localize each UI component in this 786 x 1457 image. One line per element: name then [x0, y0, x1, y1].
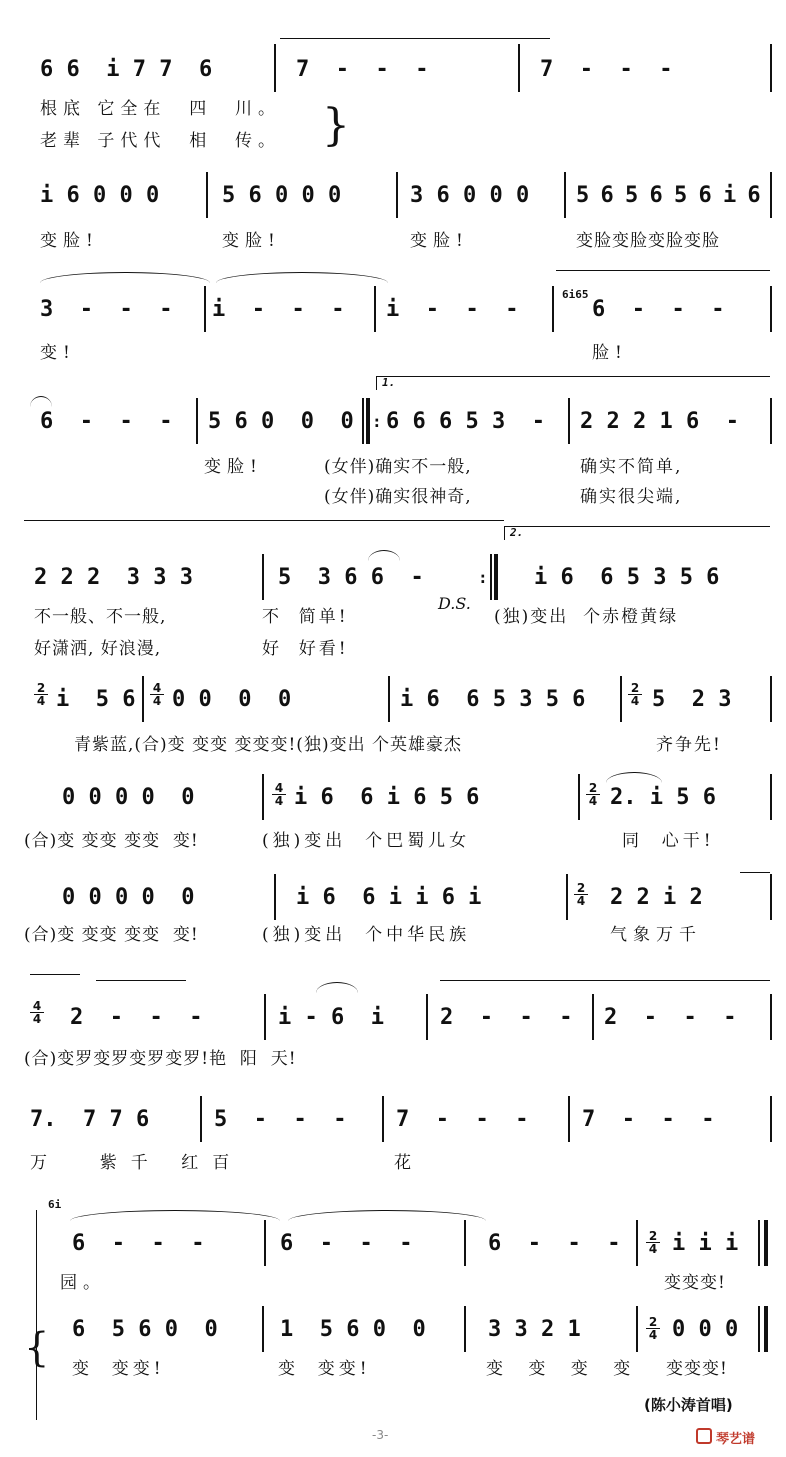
- measure-notes: 0 0 0 0 0: [62, 885, 195, 910]
- notation-row-upper: [0, 1224, 786, 1264]
- lyric: 好潇洒, 好浪漫,: [34, 639, 162, 659]
- time-signature: 4 4: [30, 1000, 44, 1025]
- barline: [264, 1220, 266, 1266]
- lyric: 不 简单!: [262, 607, 349, 627]
- tie-line: [30, 974, 80, 975]
- barline: [770, 286, 772, 332]
- measure-notes: 6 - - -: [40, 409, 173, 434]
- notation-row: [0, 680, 786, 720]
- dal-segno-mark: D.S.: [438, 594, 471, 613]
- repeat-dots: :: [478, 568, 488, 587]
- barline: [518, 44, 520, 92]
- barline: [620, 676, 622, 722]
- barline: [770, 774, 772, 820]
- barline: [464, 1220, 466, 1266]
- lyric: 变变变!: [666, 1359, 728, 1379]
- lyric-row: [0, 1356, 786, 1382]
- lyric-row: [0, 732, 786, 758]
- lyric-row: [0, 96, 786, 122]
- notation-row: [0, 290, 786, 330]
- measure-notes: 6 - - -: [592, 297, 725, 322]
- barline: [388, 676, 390, 722]
- measure-notes: 6 - - -: [280, 1231, 413, 1256]
- measure-notes: 3 3 2 1: [488, 1317, 581, 1342]
- measure-notes: 5 6 0 0 0: [222, 183, 342, 208]
- slur: [316, 982, 358, 993]
- measure-notes: 6 6 6 5 3 -: [386, 409, 545, 434]
- time-signature: 4 4: [272, 782, 286, 807]
- notation-row: [0, 50, 786, 90]
- lyric-row: [0, 454, 786, 480]
- time-signature: 2 4: [586, 782, 600, 807]
- barline: [636, 1220, 638, 1266]
- measure-notes: 6 6 i 7 7 6: [40, 57, 213, 82]
- barline: [262, 774, 264, 820]
- tie-line: [556, 270, 770, 271]
- lyric: 青紫蓝,(合)变 变变 变变变!(独)变出 个英雄豪杰: [74, 735, 462, 755]
- barline: [566, 874, 568, 920]
- lyric-row: [0, 1046, 786, 1072]
- lyric-row: [0, 604, 786, 630]
- barline: [636, 1306, 638, 1352]
- performer-credit: (陈小涛首唱): [644, 1396, 733, 1414]
- time-signature: 2 4: [628, 682, 642, 707]
- volta-label: 1.: [382, 376, 396, 389]
- lyric-row: [0, 128, 786, 154]
- final-barline: [764, 1306, 768, 1352]
- lyric: 变 变 变 变: [486, 1359, 641, 1379]
- lyric: 变 变变!: [278, 1359, 371, 1379]
- lyric: 好 好看!: [262, 639, 349, 659]
- measure-notes: 2 2 2 1 6 -: [580, 409, 739, 434]
- measure-notes: 5 6 0 0 0: [208, 409, 354, 434]
- decrescendo-line: [96, 980, 186, 981]
- tie-line: [280, 38, 550, 39]
- volta-line: [504, 526, 770, 527]
- measure-notes: 2 - - -: [440, 1005, 573, 1030]
- measure-notes: 5 6 5 6 5 6 i 6: [576, 183, 760, 208]
- measure-notes: 6 - - -: [488, 1231, 621, 1256]
- measure-notes: i i i: [672, 1231, 739, 1256]
- lyric-row: [0, 1150, 786, 1176]
- time-signature: 2 4: [646, 1230, 660, 1255]
- measure-notes: 2 2 i 2: [610, 885, 703, 910]
- measure-notes: 1 5 6 0 0: [280, 1317, 426, 1342]
- barline: [426, 994, 428, 1040]
- time-signature: 4 4: [150, 682, 164, 707]
- barline: [464, 1306, 466, 1352]
- barline: [770, 1096, 772, 1142]
- measure-notes: 0 0 0 0 0: [62, 785, 195, 810]
- time-signature: 2 4: [34, 682, 48, 707]
- repeat-dots: :: [372, 412, 382, 431]
- lyric: 万 紫千 红百: [30, 1153, 244, 1173]
- lyric: 园。: [60, 1273, 106, 1293]
- barline: [564, 172, 566, 218]
- barline: [770, 44, 772, 92]
- final-barline: [764, 1220, 768, 1266]
- measure-notes: i 6 6 i 6 5 6: [294, 785, 480, 810]
- grace-notes: 6i65: [562, 288, 589, 301]
- repeat-barline: [494, 554, 498, 600]
- volta-line: [376, 376, 377, 390]
- measure-notes: i 6 6 i i 6 i: [296, 885, 482, 910]
- measure-notes: i - - -: [212, 297, 345, 322]
- barline: [770, 172, 772, 218]
- volta-label: 2.: [510, 526, 524, 539]
- lyric: (合)变 变变 变变 变!: [24, 831, 199, 851]
- measure-notes: 5 2 3: [652, 687, 732, 712]
- lyric: 气象万千: [610, 925, 702, 945]
- measure-notes: 5 - - -: [214, 1107, 347, 1132]
- lyric-row: [0, 1270, 786, 1296]
- barline: [274, 874, 276, 920]
- notation-row: [0, 878, 786, 918]
- lyric: 确实不简单,: [580, 457, 683, 477]
- notation-row: [0, 998, 786, 1038]
- lyric-row: [0, 484, 786, 510]
- lyric: 变脸!: [40, 231, 99, 251]
- measure-notes: 0 0 0: [672, 1317, 739, 1342]
- lyric: 同 心干!: [622, 831, 715, 851]
- barline: [396, 172, 398, 218]
- measure-notes: 2 - - -: [70, 1005, 203, 1030]
- lyric: (女伴)确实不一般,: [324, 457, 472, 477]
- final-barline: [758, 1306, 760, 1352]
- barline: [578, 774, 580, 820]
- measure-notes: 7 - - -: [296, 57, 429, 82]
- part-brace: {: [24, 1325, 50, 1371]
- lyric-row: [0, 922, 786, 948]
- measure-notes: 5 3 6 6 -: [278, 565, 424, 590]
- lyric: (独)变出 个赤橙黄绿: [494, 607, 679, 627]
- slur: [216, 272, 388, 283]
- measure-notes: i 6 6 5 3 5 6: [534, 565, 720, 590]
- barline: [552, 286, 554, 332]
- barline: [200, 1096, 202, 1142]
- measure-notes: 0 0 0 0: [172, 687, 292, 712]
- repeat-barline: [366, 398, 370, 444]
- lyric: 变 变变!: [72, 1359, 165, 1379]
- lyric-row: [0, 636, 786, 662]
- lyric: 齐争先!: [656, 735, 722, 755]
- measure-notes: i - - -: [386, 297, 519, 322]
- lyric: 变脸!: [222, 231, 281, 251]
- lyric: 确实很尖端,: [580, 487, 683, 507]
- barline: [262, 554, 264, 600]
- slur: [288, 1210, 486, 1221]
- barline: [196, 398, 198, 444]
- measure-notes: 7 - - -: [396, 1107, 529, 1132]
- notation-row: [0, 176, 786, 216]
- logo-icon: [696, 1428, 712, 1444]
- barline: [374, 286, 376, 332]
- barline: [770, 994, 772, 1040]
- notation-row: [0, 558, 786, 598]
- lyric: 不一般、不一般,: [34, 607, 167, 627]
- barline: [592, 994, 594, 1040]
- lyric-verse-1: 根底 它全在 四 川。: [40, 99, 282, 119]
- lyric: 脸!: [592, 343, 628, 363]
- measure-notes: 2 2 2 3 3 3: [34, 565, 193, 590]
- lyric: 变!: [40, 343, 76, 363]
- final-barline: [758, 1220, 760, 1266]
- time-signature: 2 4: [646, 1316, 660, 1341]
- time-signature: 2 4: [574, 882, 588, 907]
- site-logo: 琴艺谱: [716, 1432, 756, 1447]
- measure-notes: 3 6 0 0 0: [410, 183, 530, 208]
- slur: [70, 1210, 280, 1221]
- barline: [770, 398, 772, 444]
- lyric: 变脸!: [410, 231, 469, 251]
- barline: [204, 286, 206, 332]
- measure-notes: 7 - - -: [582, 1107, 715, 1132]
- lyric-verse-2: 老辈 子代代 相 传。: [40, 131, 282, 151]
- measure-notes: i 6 0 0 0: [40, 183, 160, 208]
- lyric: (独)变出 个中华民族: [262, 925, 471, 945]
- measure-notes: 2. i 5 6: [610, 785, 716, 810]
- notation-row: [0, 402, 786, 442]
- tie-line: [740, 872, 770, 873]
- barline: [382, 1096, 384, 1142]
- barline: [770, 676, 772, 722]
- notation-row: [0, 1100, 786, 1140]
- slur: [40, 272, 210, 283]
- notation-row: [0, 778, 786, 818]
- measure-notes: 6 - - -: [72, 1231, 205, 1256]
- lyric: 变变变!: [664, 1273, 726, 1293]
- lyric-row: [0, 828, 786, 854]
- measure-notes: 7. 7 7 6: [30, 1107, 150, 1132]
- barline: [568, 398, 570, 444]
- barline: [264, 994, 266, 1040]
- lyric: 变脸!: [204, 457, 263, 477]
- measure-notes: i 5 6: [56, 687, 136, 712]
- lyric: 花: [394, 1153, 417, 1173]
- barline: [490, 554, 492, 600]
- measure-notes: 7 - - -: [540, 57, 673, 82]
- lyric: 变脸变脸变脸变脸: [576, 231, 720, 251]
- measure-notes: 3 - - -: [40, 297, 173, 322]
- barline: [142, 676, 144, 722]
- measure-notes: i 6 6 5 3 5 6: [400, 687, 586, 712]
- lyric: (独)变出 个巴蜀儿女: [262, 831, 471, 851]
- tie-line: [440, 980, 770, 981]
- barline: [206, 172, 208, 218]
- measure-notes: 6 5 6 0 0: [72, 1317, 218, 1342]
- volta-line: [504, 526, 505, 540]
- volta-line: [24, 520, 504, 521]
- barline: [770, 874, 772, 920]
- lyric-row: [0, 228, 786, 254]
- barline: [274, 44, 276, 92]
- verse-brace: }: [322, 100, 350, 151]
- barline: [262, 1306, 264, 1352]
- barline: [362, 398, 364, 444]
- page-number: -3-: [372, 1428, 389, 1442]
- lyric: (女伴)确实很神奇,: [324, 487, 472, 507]
- barline: [568, 1096, 570, 1142]
- notation-row-lower: [0, 1310, 786, 1350]
- grace-notes: 6i: [48, 1198, 62, 1211]
- volta-line: [376, 376, 770, 377]
- measure-notes: i - 6 i: [278, 1005, 384, 1030]
- measure-notes: 2 - - -: [604, 1005, 737, 1030]
- lyric-row: [0, 340, 786, 366]
- lyric: (合)变 变变 变变 变!: [24, 925, 199, 945]
- lyric: (合)变罗变罗变罗变罗!艳 阳 天!: [24, 1049, 297, 1069]
